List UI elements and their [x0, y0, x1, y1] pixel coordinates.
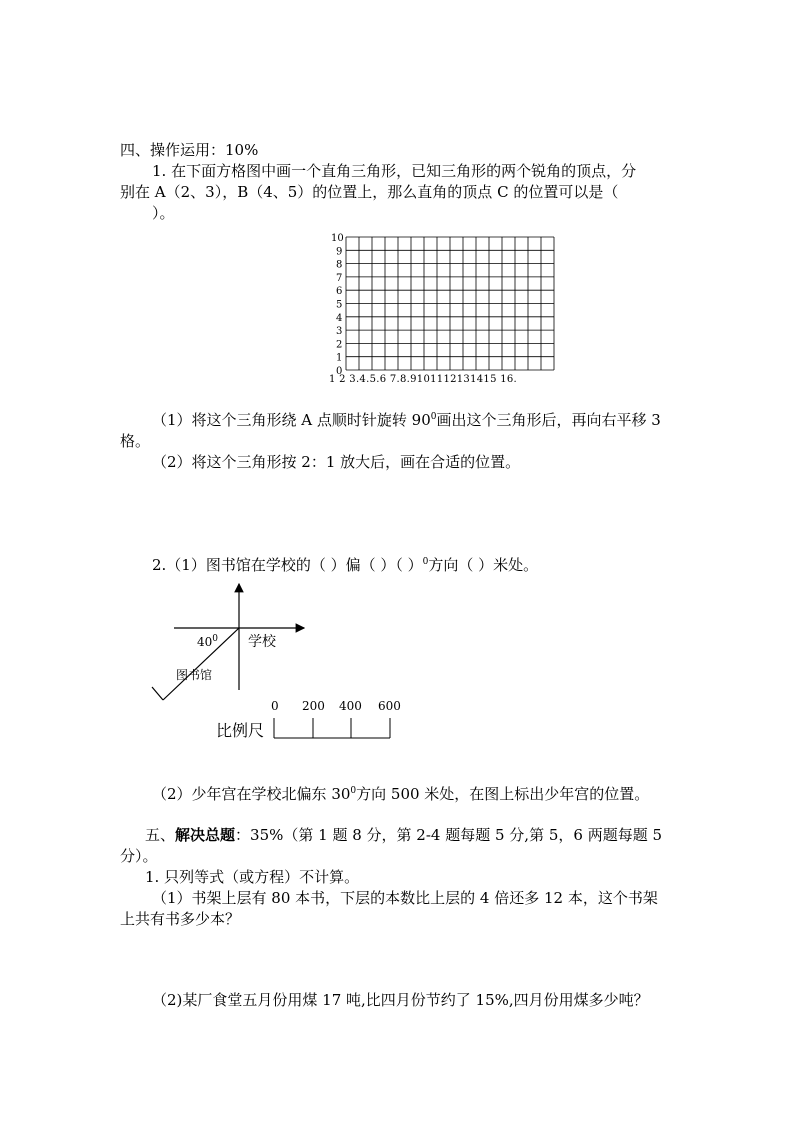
library-label: 图书馆 — [176, 668, 213, 682]
scale-bar — [272, 716, 394, 740]
school-label: 学校 — [248, 634, 276, 650]
scale-tick-200: 200 — [302, 699, 325, 713]
q1-line1: 1. 在下面方格图中画一个直角三角形，已知三角形的两个锐角的顶点，分 — [152, 162, 637, 180]
scale-label: 比例尺 — [216, 721, 265, 740]
q2-line1 — [152, 555, 538, 575]
section5-heading-title: 解决总题 — [175, 826, 236, 844]
section5-heading-num: 五、 — [145, 826, 176, 844]
q2-text-b: 方向（ ）米处。 — [428, 556, 539, 574]
grid-y-label: 10 — [331, 233, 344, 244]
section5-q1-1-line1: （1）书架上层有 80 本书，下层的本数比上层的 4 倍还多 12 本，这个书架 — [152, 889, 658, 907]
grid-y-label: 4 — [336, 312, 343, 324]
library-arrow-tick — [152, 687, 163, 700]
angle-label — [197, 632, 218, 652]
q2-sub2 — [152, 784, 649, 804]
section5-q1-2: （2)某厂食堂五月份用煤 17 吨,比四月份节约了 15%,四月份用煤多少吨？ — [152, 991, 649, 1009]
scale-tick-0: 0 — [271, 699, 279, 713]
degree-sup: 0 — [422, 557, 429, 567]
section5-q1-1-line2: 上共有书多少本？ — [120, 910, 241, 928]
degree-sup: 0 — [350, 786, 357, 796]
grid-y-label: 3 — [336, 326, 343, 338]
grid-x-labels: 1 2 3.4.5.6 7.8.9101112131415 16. — [329, 374, 518, 385]
grid-y-label: 2 — [336, 339, 343, 351]
q1-line2: 别在 A（2、3），B（4、5）的位置上，那么直角的顶点 C 的位置可以是（ — [120, 183, 619, 201]
q2-text-a: 2.（1）图书馆在学校的（ ）偏（ ）（ ） — [152, 556, 423, 574]
grid-y-label: 6 — [336, 286, 343, 298]
scale-tick-400: 400 — [339, 699, 362, 713]
grid-y-label: 1 — [336, 352, 343, 364]
grid-y-label: 8 — [336, 259, 343, 271]
angle-value: 40 — [197, 635, 213, 649]
q1-sub1-line1 — [152, 410, 661, 430]
section5-heading-line2: 分）。 — [120, 847, 158, 865]
q1-sub1-line2: 格。 — [120, 432, 151, 450]
section5-q1: 1. 只列等式（或方程）不计算。 — [145, 868, 360, 886]
q2-sub2-text-a: （2）少年宫在学校北偏东 30 — [152, 785, 351, 803]
degree-sup: 0 — [430, 412, 437, 422]
section4-heading: 四、操作运用：10% — [120, 141, 259, 159]
section5-heading-rest: ：35%（第 1 题 8 分，第 2-4 题每题 5 分,第 5，6 两题每题 5 — [235, 826, 663, 844]
coordinate-grid — [325, 228, 565, 388]
grid-y-label: 9 — [336, 246, 343, 258]
q1-line3: ）。 — [152, 204, 175, 222]
section5-heading — [145, 825, 662, 845]
scale-tick-600: 600 — [378, 699, 401, 713]
grid-y-label: 5 — [336, 299, 343, 311]
degree-sup: 0 — [212, 634, 219, 644]
q2-sub2-text-b: 方向 500 米处，在图上标出少年宫的位置。 — [356, 785, 650, 803]
grid-y-label: 7 — [336, 272, 343, 284]
q1-sub1-text-a: （1）将这个三角形绕 A 点顺时针旋转 90 — [152, 411, 431, 429]
q1-sub1-text-b: 画出这个三角形后，再向右平移 3 — [436, 411, 661, 429]
grid-y-label: 0 — [336, 366, 343, 377]
grid-y-labels — [331, 233, 344, 377]
q1-sub2: （2）将这个三角形按 2：1 放大后，画在合适的位置。 — [152, 453, 521, 471]
grid-lines — [346, 237, 554, 370]
